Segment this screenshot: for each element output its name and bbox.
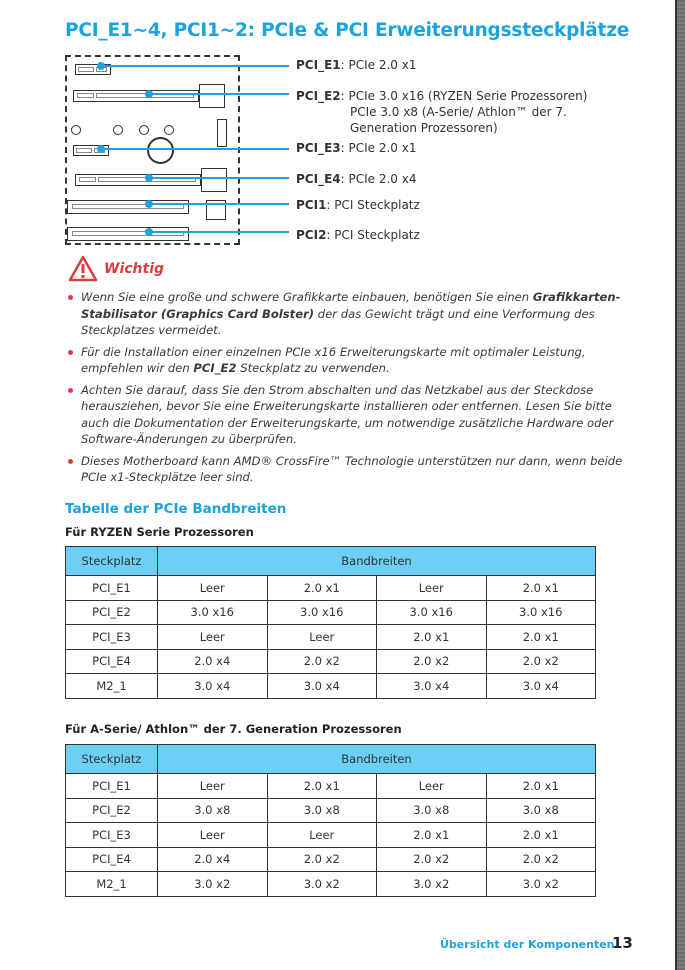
pci-e1-leader <box>101 65 289 67</box>
cell: 2.0 x2 <box>486 847 596 872</box>
cell: 2.0 x1 <box>377 625 487 650</box>
pci-e1-label: PCI_E1: PCIe 2.0 x1 <box>296 58 417 72</box>
pci-e3-leader <box>101 148 289 150</box>
pci2-slot <box>67 227 189 241</box>
table-row <box>66 576 596 601</box>
cell: 2.0 x2 <box>377 649 487 674</box>
warning-header <box>68 255 164 282</box>
cell: Leer <box>158 625 268 650</box>
pci-e4-label: PCI_E4: PCIe 2.0 x4 <box>296 172 417 186</box>
table-row <box>66 847 596 872</box>
cell: 3.0 x8 <box>377 798 487 823</box>
table-row <box>66 674 596 699</box>
cell: 2.0 x1 <box>486 774 596 799</box>
cmos-battery <box>147 137 174 164</box>
cell: 2.0 x1 <box>377 823 487 848</box>
pci-e3-label: PCI_E3: PCIe 2.0 x1 <box>296 141 417 155</box>
cell: 3.0 x4 <box>158 674 268 699</box>
pci-e4-latch <box>201 168 227 192</box>
cell: PCI_E2 <box>66 798 158 823</box>
ryzen-table-caption: Für RYZEN Serie Prozessoren <box>65 525 254 539</box>
cell: Leer <box>377 774 487 799</box>
standoff-circle <box>139 125 149 135</box>
pci2-leader <box>149 231 289 233</box>
page-number: 13 <box>612 934 633 952</box>
table-header-row <box>66 745 596 774</box>
cell: Leer <box>267 625 377 650</box>
pci-e2-label: PCI_E2: PCIe 3.0 x16 (RYZEN Serie Prozessoren) PCIe 3.0 x8 (A-Serie/ Athlon™ der 7. Generation Prozessoren) <box>296 89 588 135</box>
cell: M2_1 <box>66 872 158 897</box>
warning-item: Achten Sie darauf, dass Sie den Strom abschalten und das Netzkabel aus der Steckdose herausziehen, bevor Sie eine Erweiterungskarte installieren oder entfernen. Lesen Sie bitte auch die Dokumentation der Erweiterungskarte, um notwendige zusätzliche Hardware oder Software-Änderungen zu überprüfen. <box>66 382 626 448</box>
pci-e2-leader <box>149 93 289 95</box>
cell: 3.0 x16 <box>158 600 268 625</box>
cell: 3.0 x8 <box>486 798 596 823</box>
cell: 3.0 x8 <box>158 798 268 823</box>
cell: 2.0 x1 <box>486 823 596 848</box>
table-row <box>66 798 596 823</box>
cell: 2.0 x1 <box>486 576 596 601</box>
bandwidth-heading: Tabelle der PCIe Bandbreiten <box>65 501 287 517</box>
cell: 3.0 x4 <box>486 674 596 699</box>
athlon-table-caption: Für A-Serie/ Athlon™ der 7. Generation Prozessoren <box>65 722 402 736</box>
cell: 2.0 x2 <box>267 649 377 674</box>
cell: 2.0 x1 <box>486 625 596 650</box>
cell: M2_1 <box>66 674 158 699</box>
cell: PCI_E2 <box>66 600 158 625</box>
warning-triangle-icon <box>68 255 98 282</box>
cell: 2.0 x2 <box>486 649 596 674</box>
pci2-label: PCI2: PCI Steckplatz <box>296 228 420 242</box>
warning-list <box>66 289 626 491</box>
cell: PCI_E3 <box>66 625 158 650</box>
cell: 2.0 x4 <box>158 847 268 872</box>
table-row <box>66 600 596 625</box>
cell: 3.0 x2 <box>377 872 487 897</box>
cell: 3.0 x8 <box>267 798 377 823</box>
pci-e2-slot <box>73 90 199 102</box>
cell: 3.0 x2 <box>267 872 377 897</box>
pci1-label: PCI1: PCI Steckplatz <box>296 198 420 212</box>
header-bandwidth: Bandbreiten <box>158 547 596 576</box>
cell: PCI_E1 <box>66 774 158 799</box>
warning-title: Wichtig <box>104 260 165 277</box>
header-bandwidth: Bandbreiten <box>158 745 596 774</box>
warning-item: Für die Installation einer einzelnen PCIe x16 Erweiterungskarte mit optimaler Leistung, empfehlen wir den PCI_E2 Steckplatz zu verwenden. <box>66 344 626 377</box>
cell: 3.0 x2 <box>486 872 596 897</box>
cell: Leer <box>158 774 268 799</box>
motherboard-slot-diagram <box>65 55 240 245</box>
pci-e4-slot <box>75 174 201 186</box>
cell: 3.0 x4 <box>377 674 487 699</box>
ryzen-bandwidth-table <box>65 546 596 699</box>
cell: PCI_E4 <box>66 649 158 674</box>
warning-item: Wenn Sie eine große und schwere Grafikkarte einbauen, benötigen Sie einen Grafikkarten-Stabilisator (Graphics Card Bolster) der das Gewicht trägt und eine Verformung des Steckplatzes vermeidet. <box>66 289 626 339</box>
cell: Leer <box>377 576 487 601</box>
table-header-row <box>66 547 596 576</box>
footer-section-title: Übersicht der Komponenten <box>440 938 615 951</box>
table-row <box>66 774 596 799</box>
cell: Leer <box>158 576 268 601</box>
cell: 2.0 x2 <box>377 847 487 872</box>
cell: Leer <box>267 823 377 848</box>
cell: 3.0 x16 <box>486 600 596 625</box>
cell: PCI_E1 <box>66 576 158 601</box>
cell: 3.0 x2 <box>158 872 268 897</box>
header-slot: Steckplatz <box>66 547 158 576</box>
cell: 3.0 x16 <box>267 600 377 625</box>
cell: PCI_E3 <box>66 823 158 848</box>
cell: Leer <box>158 823 268 848</box>
table-row <box>66 872 596 897</box>
standoff-circle <box>113 125 123 135</box>
pci-e4-leader <box>149 177 289 179</box>
warning-item: Dieses Motherboard kann AMD® CrossFire™ Technologie unterstützen nur dann, wenn beide PCIe x1-Steckplätze leer sind. <box>66 453 626 486</box>
standoff-circle <box>164 125 174 135</box>
cell: PCI_E4 <box>66 847 158 872</box>
pci1-leader <box>149 203 289 205</box>
table-row <box>66 649 596 674</box>
table-row <box>66 823 596 848</box>
cell: 2.0 x1 <box>267 576 377 601</box>
cell: 3.0 x16 <box>377 600 487 625</box>
cell: 2.0 x1 <box>267 774 377 799</box>
header-slot: Steckplatz <box>66 745 158 774</box>
cell: 2.0 x4 <box>158 649 268 674</box>
cell: 3.0 x4 <box>267 674 377 699</box>
m2-connector <box>217 119 227 147</box>
athlon-bandwidth-table <box>65 744 596 897</box>
page-edge-shadow <box>675 0 685 970</box>
standoff-circle <box>71 125 81 135</box>
cell: 2.0 x2 <box>267 847 377 872</box>
page-title: PCI_E1~4, PCI1~2: PCIe & PCI Erweiterungssteckplätze <box>65 20 630 41</box>
table-row <box>66 625 596 650</box>
pci-e2-latch <box>199 84 225 108</box>
